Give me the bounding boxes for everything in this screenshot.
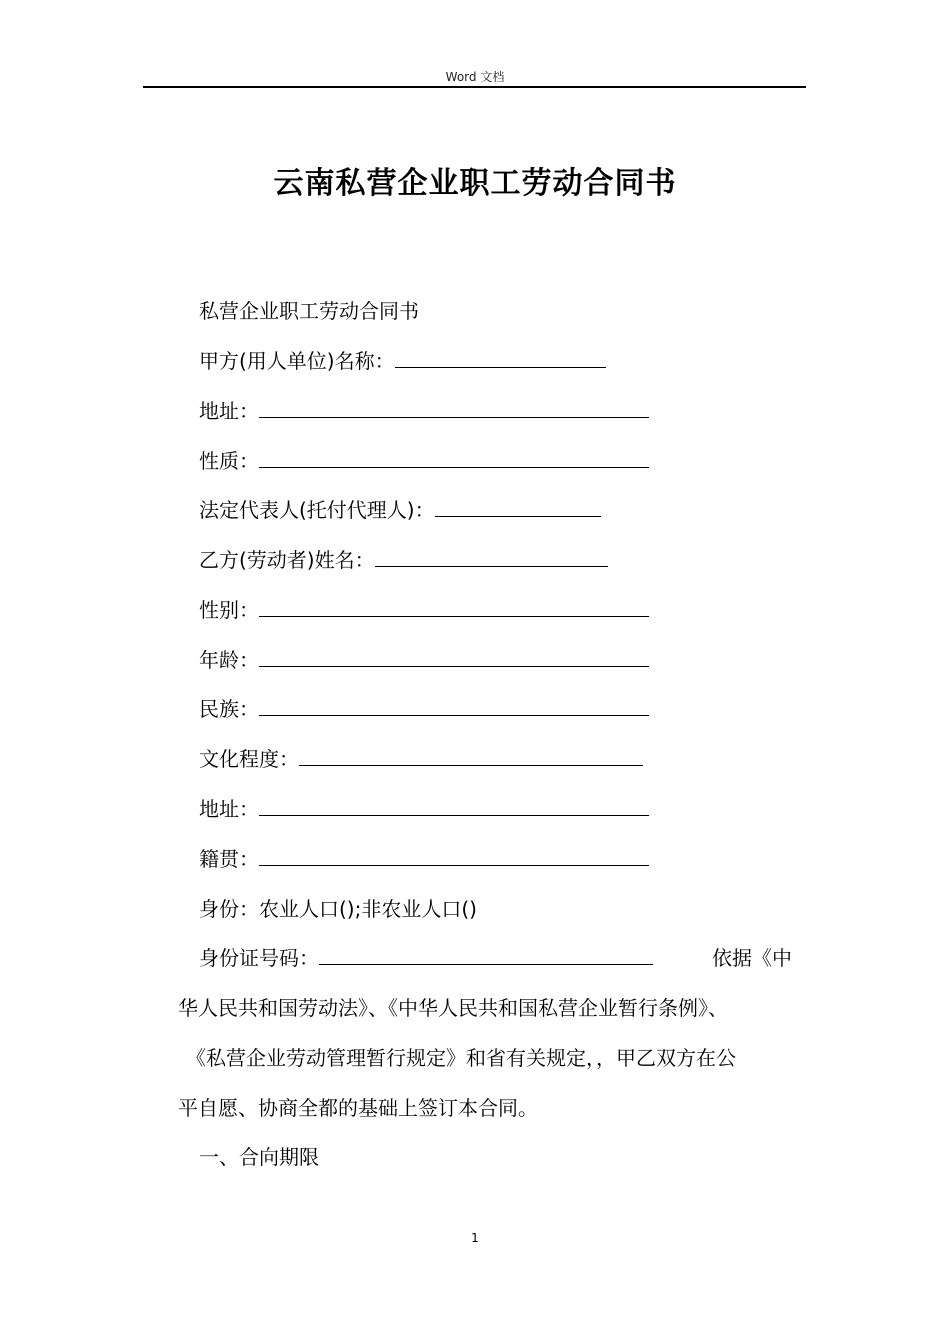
field-age (199, 647, 649, 673)
page-header: Word 文档 (445, 70, 505, 84)
field-label: 乙方(劳动者)姓名： (199, 548, 375, 572)
section-heading: 一、合向期限 (199, 1145, 319, 1169)
fill-blank (259, 847, 649, 866)
contract-subtitle: 私营企业职工劳动合同书 (199, 299, 419, 323)
field-label: 地址： (199, 399, 259, 423)
field-label: 法定代表人(托付代理人)： (199, 498, 435, 522)
field-education (199, 746, 643, 772)
basis-line: 平自愿、协商全都的基础上签订本合同。 (178, 1096, 538, 1120)
fill-blank (259, 598, 649, 617)
fill-blank (259, 449, 649, 468)
field-employer-name (199, 348, 606, 374)
page-number: 1 (471, 1231, 479, 1245)
field-employer-address (199, 398, 649, 424)
field-employee-address (199, 796, 649, 822)
field-gender (199, 597, 649, 623)
basis-paragraph (178, 983, 818, 1133)
field-id-number (199, 945, 653, 971)
fill-blank (259, 399, 649, 418)
fill-blank (319, 946, 653, 965)
field-label: 身份证号码： (199, 946, 319, 970)
basis-line: 华人民共和国劳动法》、《中华人民共和国私营企业暂行条例》、 (178, 996, 728, 1020)
document-title: 云南私营企业职工劳动合同书 (273, 166, 677, 201)
basis-line: 《私营企业劳动管理暂行规定》和省有关规定，，甲乙双方在公 (186, 1046, 736, 1070)
field-legal-representative (199, 497, 601, 523)
field-native-place (199, 846, 649, 872)
fill-blank (259, 648, 649, 667)
fill-blank (375, 548, 608, 567)
fill-blank (259, 797, 649, 816)
field-label: 文化程度： (199, 747, 299, 771)
field-identity-type: 身份：农业人口();非农业人口() (199, 897, 477, 921)
field-employee-name (199, 547, 608, 573)
field-label: 籍贯： (199, 847, 259, 871)
field-employer-nature (199, 448, 649, 474)
field-label: 地址： (199, 797, 259, 821)
field-label: 年龄： (199, 648, 259, 672)
field-ethnicity (199, 696, 649, 722)
field-label: 甲方(用人单位)名称： (199, 349, 395, 373)
header-divider (143, 86, 806, 88)
fill-blank (395, 349, 606, 368)
field-label: 性质： (199, 449, 259, 473)
fill-blank (435, 498, 601, 517)
fill-blank (259, 697, 649, 716)
field-label: 性别： (199, 598, 259, 622)
fill-blank (299, 747, 643, 766)
field-label: 民族： (199, 697, 259, 721)
basis-lead: 依据《中 (712, 946, 792, 970)
